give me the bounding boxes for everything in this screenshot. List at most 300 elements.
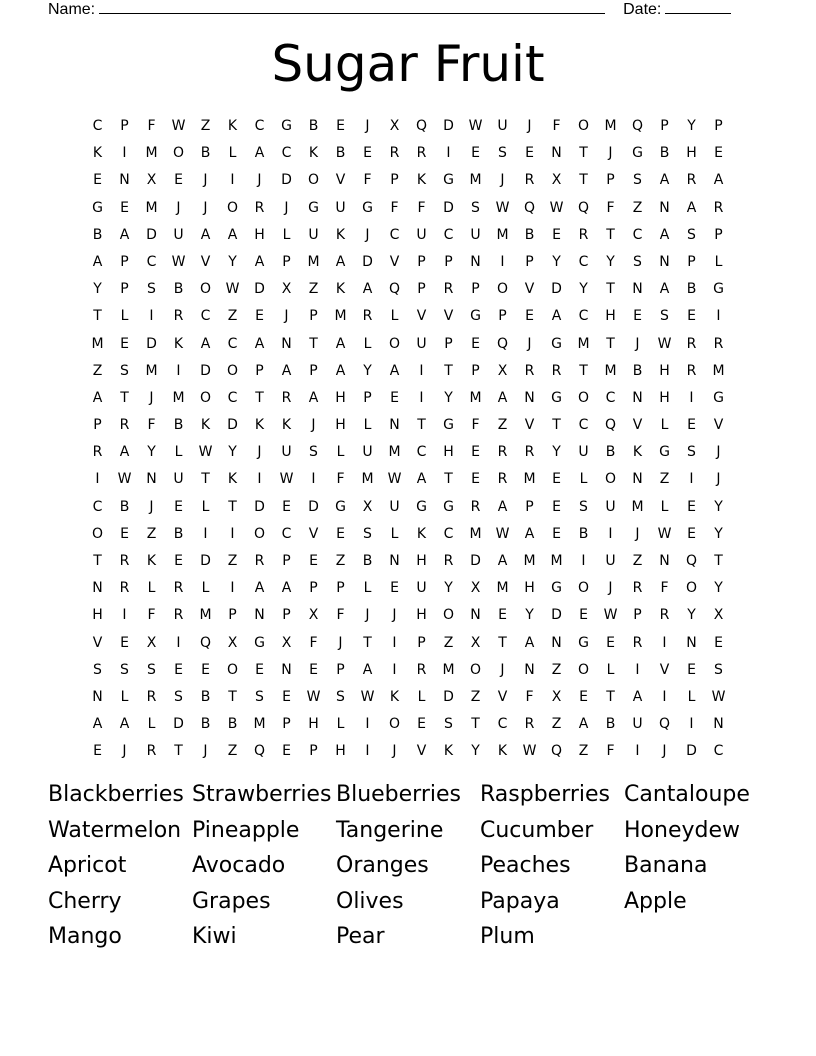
grid-letter: B <box>200 688 211 705</box>
grid-letter: R <box>443 553 454 569</box>
grid-letter: C <box>227 389 238 406</box>
grid-letter: O <box>469 661 482 678</box>
grid-letter: B <box>632 362 643 379</box>
grid-letter: B <box>605 716 616 733</box>
grid-letter: E <box>174 553 183 569</box>
grid-letter: Q <box>658 716 671 733</box>
grid-letter: I <box>95 471 100 488</box>
grid-letter: N <box>281 335 292 352</box>
grid-letter: K <box>254 417 265 434</box>
grid-letter: R <box>119 417 130 434</box>
grid-letter: N <box>119 172 130 189</box>
grid-letter: K <box>389 688 400 705</box>
grid-letter: G <box>254 634 265 651</box>
grid-letter: K <box>227 118 238 134</box>
grid-letter: S <box>660 308 669 325</box>
grid-letter: Y <box>147 444 156 461</box>
grid-letter: V <box>389 253 400 270</box>
grid-letter: E <box>552 498 561 515</box>
grid-letter: T <box>309 335 318 352</box>
grid-letter: R <box>524 172 535 189</box>
grid-letter: L <box>201 580 210 597</box>
grid-letter: K <box>146 553 157 569</box>
word-list-item: Peaches <box>480 853 571 879</box>
grid-letter: M <box>199 607 212 624</box>
grid-letter: I <box>365 716 370 733</box>
grid-letter: B <box>200 716 211 733</box>
grid-letter: J <box>203 199 208 216</box>
grid-letter: E <box>309 661 318 678</box>
grid-letter: P <box>120 281 129 298</box>
grid-letter: U <box>416 226 427 243</box>
grid-letter: U <box>308 226 319 243</box>
grid-letter: O <box>172 145 185 162</box>
grid-letter: K <box>281 417 292 434</box>
grid-letter: E <box>471 471 480 488</box>
grid-letter: P <box>471 362 480 379</box>
grid-letter: J <box>662 743 667 760</box>
grid-letter: H <box>335 417 346 434</box>
grid-letter: O <box>577 389 590 406</box>
grid-letter: N <box>659 553 670 569</box>
grid-letter: O <box>496 281 509 298</box>
grid-letter: T <box>579 172 588 189</box>
grid-letter: I <box>230 580 235 597</box>
grid-letter: A <box>227 226 238 243</box>
grid-letter: R <box>119 553 130 569</box>
grid-letter: U <box>632 716 643 733</box>
grid-letter: Z <box>335 553 346 569</box>
grid-letter: U <box>605 498 616 515</box>
grid-letter: O <box>577 661 590 678</box>
grid-letter: S <box>363 525 372 542</box>
grid-letter: Y <box>444 389 453 406</box>
grid-letter: G <box>443 498 454 515</box>
grid-letter: L <box>390 308 399 325</box>
grid-letter: I <box>446 145 451 162</box>
grid-letter: G <box>416 498 427 515</box>
grid-letter: A <box>308 389 319 406</box>
grid-letter: C <box>416 444 427 461</box>
grid-letter: B <box>227 716 238 733</box>
grid-letter: D <box>281 172 292 189</box>
grid-letter: Y <box>228 253 237 270</box>
grid-letter: Y <box>552 253 561 270</box>
grid-letter: M <box>631 498 644 515</box>
grid-letter: C <box>92 498 103 515</box>
grid-letter: W <box>657 335 672 352</box>
grid-letter: J <box>149 498 154 515</box>
grid-letter: D <box>551 281 562 298</box>
grid-letter: U <box>470 226 481 243</box>
grid-letter: Q <box>604 417 617 434</box>
grid-letter: P <box>120 253 129 270</box>
grid-letter: B <box>173 281 184 298</box>
grid-letter: E <box>282 743 291 760</box>
grid-letter: N <box>686 634 697 651</box>
grid-letter: V <box>416 308 427 325</box>
grid-letter: H <box>605 308 616 325</box>
grid-letter: O <box>442 607 455 624</box>
grid-letter: O <box>307 172 320 189</box>
grid-letter: J <box>338 634 343 651</box>
grid-letter: A <box>92 716 103 733</box>
word-list-item: Raspberries <box>480 782 611 807</box>
grid-letter: Q <box>496 335 509 352</box>
grid-letter: C <box>578 417 589 434</box>
grid-letter: Y <box>687 607 696 624</box>
grid-letter: N <box>659 199 670 216</box>
grid-letter: B <box>524 226 535 243</box>
grid-letter: I <box>419 362 424 379</box>
grid-letter: F <box>390 199 399 216</box>
grid-letter: I <box>203 525 208 542</box>
grid-letter: V <box>524 417 535 434</box>
grid-letter: S <box>174 688 183 705</box>
grid-letter: J <box>527 118 532 134</box>
grid-letter: P <box>390 172 399 189</box>
grid-letter: W <box>387 471 402 488</box>
grid-letter: L <box>579 471 588 488</box>
grid-letter: E <box>390 580 399 597</box>
grid-letter: T <box>93 553 102 569</box>
grid-letter: J <box>635 525 640 542</box>
grid-letter: R <box>551 362 562 379</box>
grid-letter: A <box>254 145 265 162</box>
grid-letter: C <box>254 118 265 134</box>
grid-letter: K <box>227 471 238 488</box>
grid-letter: A <box>389 362 400 379</box>
grid-letter: F <box>525 688 534 705</box>
grid-letter: M <box>712 362 725 379</box>
grid-letter: L <box>201 498 210 515</box>
grid-letter: T <box>417 417 426 434</box>
grid-letter: K <box>335 281 346 298</box>
grid-letter: P <box>309 362 318 379</box>
grid-letter: J <box>284 199 289 216</box>
grid-letter: G <box>281 118 292 134</box>
grid-letter: Q <box>388 281 401 298</box>
grid-letter: D <box>173 716 184 733</box>
grid-letter: T <box>552 417 561 434</box>
grid-letter: A <box>416 471 427 488</box>
grid-letter: E <box>282 498 291 515</box>
grid-letter: U <box>416 580 427 597</box>
grid-letter: Z <box>227 553 238 569</box>
grid-letter: S <box>336 688 345 705</box>
grid-letter: E <box>174 498 183 515</box>
grid-letter: D <box>362 253 373 270</box>
grid-letter: A <box>119 444 130 461</box>
grid-letter: T <box>606 226 615 243</box>
grid-letter: F <box>336 607 345 624</box>
grid-letter: Y <box>687 118 696 134</box>
grid-letter: I <box>581 553 586 569</box>
grid-letter: T <box>498 634 507 651</box>
grid-letter: D <box>686 743 697 760</box>
grid-letter: K <box>416 525 427 542</box>
word-list-item: Banana <box>624 853 708 879</box>
grid-letter: R <box>686 172 697 189</box>
grid-letter: T <box>579 145 588 162</box>
grid-letter: I <box>257 471 262 488</box>
grid-letter: K <box>632 444 643 461</box>
grid-letter: M <box>496 226 509 243</box>
grid-letter: U <box>335 199 346 216</box>
grid-letter: V <box>416 743 427 760</box>
grid-letter: L <box>363 335 372 352</box>
word-list-item: Pineapple <box>192 817 300 843</box>
grid-letter: R <box>659 607 670 624</box>
grid-letter: L <box>390 525 399 542</box>
grid-letter: B <box>686 281 697 298</box>
grid-letter: W <box>171 118 186 134</box>
grid-letter: U <box>578 444 589 461</box>
grid-letter: T <box>579 362 588 379</box>
grid-letter: C <box>281 525 292 542</box>
grid-letter: N <box>470 253 481 270</box>
grid-letter: S <box>444 716 453 733</box>
word-list-item: Cherry <box>48 888 122 914</box>
grid-letter: R <box>173 580 184 597</box>
grid-letter: N <box>551 634 562 651</box>
grid-letter: J <box>635 335 640 352</box>
grid-letter: B <box>173 417 184 434</box>
grid-letter: I <box>230 525 235 542</box>
grid-letter: E <box>471 145 480 162</box>
word-list-item: Avocado <box>192 853 286 879</box>
grid-letter: R <box>281 389 292 406</box>
grid-letter: W <box>549 199 564 216</box>
grid-letter: R <box>92 444 103 461</box>
grid-letter: A <box>281 580 292 597</box>
grid-letter: T <box>228 498 237 515</box>
grid-letter: E <box>471 335 480 352</box>
grid-letter: O <box>226 661 239 678</box>
grid-letter: E <box>120 525 129 542</box>
grid-letter: L <box>282 226 291 243</box>
grid-letter: H <box>443 444 454 461</box>
grid-letter: R <box>524 362 535 379</box>
grid-letter: B <box>92 226 103 243</box>
grid-letter: N <box>389 417 400 434</box>
grid-letter: G <box>551 580 562 597</box>
grid-letter: M <box>469 389 482 406</box>
word-list-item: Pear <box>336 924 385 950</box>
grid-letter: O <box>253 525 266 542</box>
grid-letter: R <box>389 145 400 162</box>
grid-letter: G <box>443 417 454 434</box>
grid-letter: J <box>149 389 154 406</box>
word-list-item: Strawberries <box>192 782 332 807</box>
grid-letter: T <box>444 471 453 488</box>
grid-letter: Q <box>253 743 266 760</box>
grid-letter: K <box>443 743 454 760</box>
grid-letter: J <box>365 118 370 134</box>
grid-letter: J <box>257 444 262 461</box>
grid-letter: V <box>524 281 535 298</box>
grid-letter: P <box>336 580 345 597</box>
word-list-item: Apple <box>624 888 687 914</box>
grid-letter: V <box>200 253 211 270</box>
grid-letter: A <box>335 253 346 270</box>
grid-letter: I <box>176 634 181 651</box>
grid-letter: F <box>660 580 669 597</box>
grid-letter: R <box>686 335 697 352</box>
grid-letter: I <box>392 661 397 678</box>
grid-letter: E <box>93 743 102 760</box>
grid-letter: V <box>713 417 724 434</box>
grid-letter: B <box>335 145 346 162</box>
grid-letter: M <box>604 362 617 379</box>
grid-letter: P <box>606 172 615 189</box>
grid-letter: A <box>524 525 535 542</box>
grid-letter: O <box>226 199 239 216</box>
grid-letter: P <box>282 253 291 270</box>
grid-letter: F <box>417 199 426 216</box>
grid-letter: I <box>635 743 640 760</box>
grid-letter: P <box>444 335 453 352</box>
grid-letter: W <box>279 471 294 488</box>
grid-letter: E <box>633 308 642 325</box>
grid-letter: V <box>92 634 103 651</box>
grid-letter: T <box>228 688 237 705</box>
grid-letter: T <box>174 743 183 760</box>
grid-letter: F <box>471 417 480 434</box>
grid-letter: N <box>632 281 643 298</box>
grid-letter: X <box>470 634 481 651</box>
grid-letter: N <box>254 607 265 624</box>
grid-letter: P <box>255 362 264 379</box>
grid-letter: R <box>254 553 265 569</box>
grid-letter: F <box>606 199 615 216</box>
grid-letter: M <box>361 471 374 488</box>
grid-letter: A <box>362 281 373 298</box>
word-list-item: Blueberries <box>336 782 461 807</box>
grid-letter: N <box>659 253 670 270</box>
grid-letter: Z <box>632 199 643 216</box>
word-list-item: Grapes <box>192 888 271 914</box>
grid-letter: G <box>308 199 319 216</box>
grid-letter: Z <box>551 716 562 733</box>
grid-letter: Z <box>551 661 562 678</box>
grid-letter: F <box>309 634 318 651</box>
grid-letter: S <box>147 661 156 678</box>
grid-letter: J <box>608 145 613 162</box>
grid-letter: K <box>416 172 427 189</box>
grid-letter: T <box>93 308 102 325</box>
grid-letter: R <box>173 607 184 624</box>
grid-letter: C <box>497 716 508 733</box>
grid-letter: M <box>145 362 158 379</box>
grid-letter: B <box>173 525 184 542</box>
grid-letter: D <box>443 199 454 216</box>
grid-letter: K <box>497 743 508 760</box>
grid-letter: Y <box>714 498 723 515</box>
grid-letter: M <box>469 172 482 189</box>
grid-letter: S <box>687 444 696 461</box>
grid-letter: E <box>336 118 345 134</box>
grid-letter: F <box>336 471 345 488</box>
grid-letter: Y <box>525 607 534 624</box>
grid-letter: F <box>552 118 561 134</box>
grid-letter: C <box>713 743 724 760</box>
grid-letter: E <box>390 389 399 406</box>
grid-letter: S <box>714 661 723 678</box>
grid-letter: E <box>174 172 183 189</box>
grid-letter: P <box>498 308 507 325</box>
word-list <box>48 779 768 957</box>
grid-letter: V <box>632 417 643 434</box>
grid-letter: S <box>633 172 642 189</box>
grid-letter: P <box>417 634 426 651</box>
grid-letter: B <box>200 145 211 162</box>
word-list-item: Watermelon <box>48 817 182 843</box>
word-list-item: Olives <box>336 888 404 914</box>
grid-letter: R <box>497 444 508 461</box>
grid-letter: C <box>389 226 400 243</box>
grid-letter: N <box>713 716 724 733</box>
grid-letter: C <box>578 308 589 325</box>
grid-letter: S <box>120 362 129 379</box>
grid-letter: O <box>199 281 212 298</box>
grid-letter: R <box>119 580 130 597</box>
grid-letter: H <box>524 580 535 597</box>
grid-letter: P <box>714 118 723 134</box>
grid-letter: A <box>200 226 211 243</box>
grid-letter: O <box>604 471 617 488</box>
grid-letter: E <box>363 145 372 162</box>
grid-letter: X <box>470 580 481 597</box>
grid-letter: S <box>498 145 507 162</box>
grid-letter: A <box>200 335 211 352</box>
grid-letter: P <box>525 498 534 515</box>
grid-letter: J <box>203 743 208 760</box>
grid-letter: J <box>392 743 397 760</box>
grid-letter: D <box>227 417 238 434</box>
grid-letter: L <box>174 444 183 461</box>
grid-letter: T <box>201 471 210 488</box>
grid-letter: A <box>92 389 103 406</box>
grid-letter: I <box>122 145 127 162</box>
grid-letter: Q <box>577 199 590 216</box>
grid-letter: E <box>120 634 129 651</box>
grid-letter: G <box>362 199 373 216</box>
grid-letter: Q <box>523 199 536 216</box>
grid-letter: P <box>525 253 534 270</box>
grid-letter: I <box>230 172 235 189</box>
grid-letter: R <box>632 580 643 597</box>
word-list-item: Cucumber <box>480 817 594 843</box>
grid-letter: E <box>120 199 129 216</box>
grid-letter: D <box>470 553 481 569</box>
grid-letter: U <box>173 226 184 243</box>
word-list-item: Tangerine <box>336 817 444 843</box>
grid-letter: H <box>254 226 265 243</box>
grid-letter: F <box>147 118 156 134</box>
grid-letter: B <box>605 444 616 461</box>
grid-letter: V <box>659 661 670 678</box>
grid-letter: P <box>417 281 426 298</box>
grid-letter: C <box>227 335 238 352</box>
grid-letter: B <box>119 498 130 515</box>
grid-letter: O <box>199 389 212 406</box>
grid-letter: P <box>660 118 669 134</box>
grid-letter: E <box>309 553 318 569</box>
grid-letter: L <box>660 417 669 434</box>
grid-letter: G <box>470 308 481 325</box>
grid-letter: H <box>92 607 103 624</box>
